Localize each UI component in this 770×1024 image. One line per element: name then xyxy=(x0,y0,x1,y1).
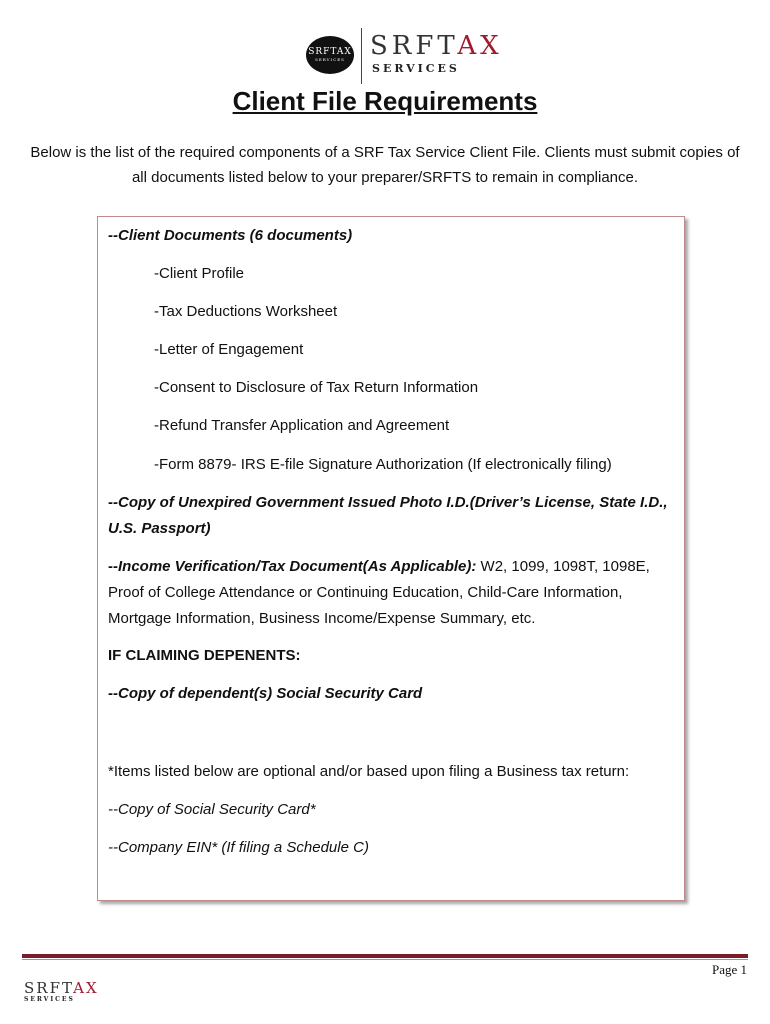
logo-emblem-subtext: SERVICES xyxy=(315,57,345,62)
optional-item: --Company EIN* (If filing a Schedule C) xyxy=(108,839,369,856)
logo-services-text: SERVICES xyxy=(372,62,460,75)
client-document-item: -Tax Deductions Worksheet xyxy=(154,303,338,320)
logo-divider xyxy=(361,28,362,84)
photo-id-requirement: --Copy of Unexpired Government Issued Photo I.D.(Driver’s License, State I.D., U.S. Passport) xyxy=(108,494,668,537)
logo-wordmark-main: SRFT xyxy=(370,31,458,61)
footer-logo xyxy=(24,980,99,1003)
logo-wordmark-accent: AX xyxy=(457,31,503,61)
requirements-box xyxy=(97,216,685,901)
client-document-item: -Refund Transfer Application and Agreement xyxy=(154,417,450,434)
footer-logo-wordmark xyxy=(24,980,99,996)
dependents-heading: IF CLAIMING DEPENENTS: xyxy=(108,647,301,664)
optional-note: *Items listed below are optional and/or based upon filing a Business tax return: xyxy=(108,763,630,780)
client-document-item: -Consent to Disclosure of Tax Return Information xyxy=(154,379,479,396)
client-document-item: -Client Profile xyxy=(154,265,245,282)
intro-paragraph: Below is the list of the required components of a SRF Tax Service Client File. Clients must submit copies of all documents listed below to your preparer/SRFTS to remain in compliance. xyxy=(30,144,740,186)
logo-emblem-text: SRFTAX xyxy=(308,47,352,57)
page-number: Page 1 xyxy=(711,962,747,977)
income-verification-label: --Income Verification/Tax Document(As Applicable): xyxy=(108,558,477,575)
client-document-item: -Form 8879- IRS E-file Signature Authorization (If electronically filing) xyxy=(154,456,612,473)
footer-logo-accent: AX xyxy=(73,979,99,997)
client-document-item: -Letter of Engagement xyxy=(154,341,304,358)
footer-logo-main: SRFT xyxy=(24,979,74,997)
optional-item: --Copy of Social Security Card* xyxy=(108,801,316,818)
income-verification-text: W2, 1099, 1098T, 1098E, Proof of College Attendance or Continuing Education, Child-Care Information, Mortgage Information, Business Income/Expense Summary, etc. xyxy=(108,558,650,627)
logo-wordmark xyxy=(370,32,503,60)
logo-emblem xyxy=(306,36,354,74)
page-title: Client File Requirements xyxy=(232,86,538,116)
footer-rule-thin xyxy=(22,959,748,960)
dependents-item: --Copy of dependent(s) Social Security Card xyxy=(108,685,423,702)
footer-logo-services: SERVICES xyxy=(24,996,75,1003)
income-verification xyxy=(108,554,674,632)
client-documents-heading: --Client Documents (6 documents) xyxy=(108,227,353,244)
header-logo xyxy=(0,24,770,88)
footer-rule xyxy=(22,954,748,958)
